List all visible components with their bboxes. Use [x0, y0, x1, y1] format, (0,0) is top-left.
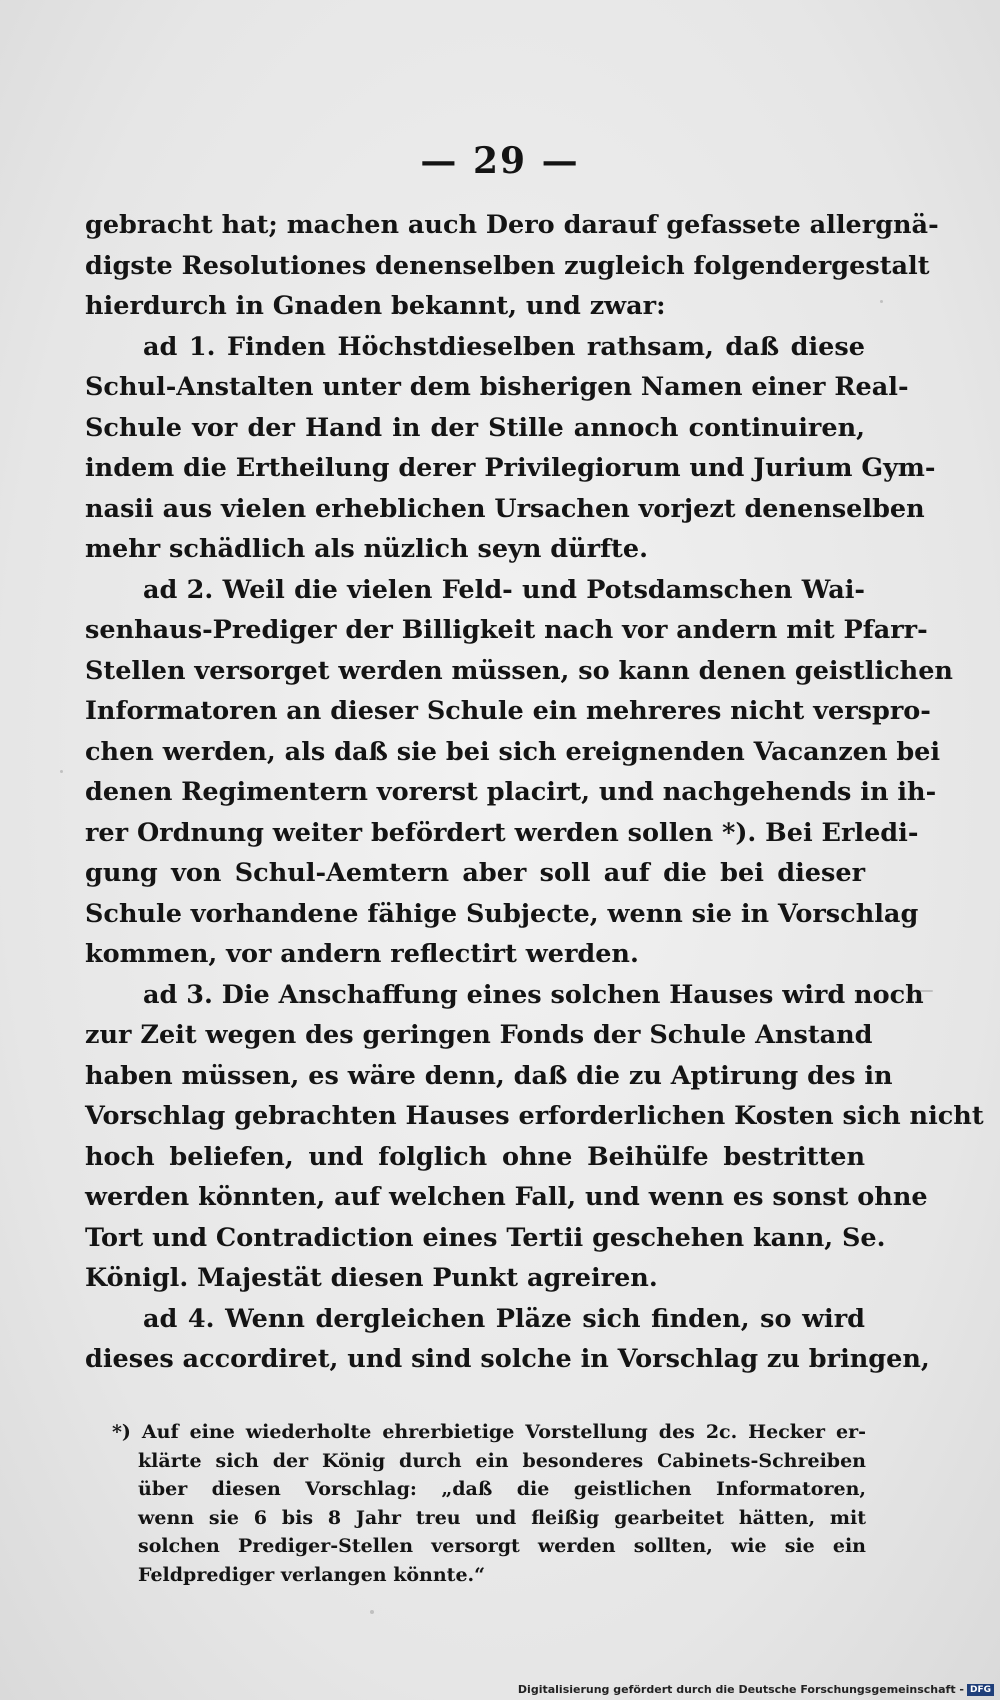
dfg-logo: DFG: [967, 1684, 994, 1696]
body-line: senhaus-Prediger der Billigkeit nach vor andern mit Pfarr-: [85, 615, 928, 645]
footnote-line: über diesen Vorschlag: „daß die geistlichen Informatoren,: [138, 1478, 866, 1501]
body-line: haben müssen, es wäre denn, daß die zu Aptirung des in: [85, 1060, 893, 1091]
body-line: rer Ordnung weiter befördert werden sollen *). Bei Erledi-: [85, 817, 919, 848]
body-line: Informatoren an dieser Schule ein mehreres nicht verspro-: [85, 696, 931, 726]
footnote-line: klärte sich der König durch ein besonderes Cabinets-Schreiben: [138, 1449, 866, 1472]
body-line: zur Zeit wegen des geringen Fonds der Schule Anstand: [85, 1020, 873, 1050]
body-line: hoch beliefen, und folglich ohne Beihülfe bestritten: [85, 1141, 865, 1172]
body-line: digste Resolutiones denenselben zugleich folgendergestalt: [85, 250, 930, 281]
digitization-credit: [518, 1683, 994, 1696]
body-line: Vorschlag gebrachten Hauses erforderlichen Kosten sich nicht: [85, 1101, 984, 1131]
page-number: — 29 —: [420, 140, 580, 182]
body-line: werden könnten, auf welchen Fall, und wenn es sonst ohne: [85, 1182, 928, 1212]
body-line: Tort und Contradiction eines Tertii geschehen kann, Se.: [85, 1222, 886, 1253]
footnote-line: Feldprediger verlangen könnte.“: [138, 1563, 486, 1586]
body-line: ad 3. Die Anschaffung eines solchen Hauses wird noch: [143, 979, 924, 1010]
body-line: Schul-Anstalten unter dem bisherigen Namen einer Real-: [85, 372, 909, 402]
body-line: dieses accordiret, und sind solche in Vorschlag zu bringen,: [85, 1344, 930, 1374]
credit-text: Digitalisierung gefördert durch die Deutsche Forschungsgemeinschaft -: [517, 1683, 964, 1696]
footnote-line: solchen Prediger-Stellen versorgt werden sollten, wie sie ein: [138, 1535, 866, 1558]
footnote-line: *) Auf eine wiederholte ehrerbietige Vorstellung des 2c. Hecker er-: [112, 1421, 866, 1443]
body-line: mehr schädlich als nüzlich seyn dürfte.: [85, 534, 648, 564]
body-line: denen Regimentern vorerst placirt, und nachgehends in ih-: [85, 777, 937, 807]
body-line: hierdurch in Gnaden bekannt, und zwar:: [85, 291, 666, 321]
body-line: gebracht hat; machen auch Dero darauf gefassete allergnä-: [85, 210, 939, 240]
body-line: kommen, vor andern reflectirt werden.: [85, 939, 639, 969]
body-text: [85, 205, 984, 1380]
footnote-line: wenn sie 6 bis 8 Jahr treu und fleißig gearbeitet hätten, mit: [138, 1506, 866, 1529]
body-line: gung von Schul-Aemtern aber soll auf die bei dieser: [85, 858, 865, 888]
body-line: Schule vor der Hand in der Stille annoch continuiren,: [85, 412, 865, 443]
paper-speck: [880, 300, 883, 303]
body-line: ad 4. Wenn dergleichen Pläze sich finden, so wird: [143, 1303, 865, 1334]
body-line: ad 2. Weil die vielen Feld- und Potsdamschen Wai-: [143, 574, 865, 605]
body-line: ad 1. Finden Höchstdieselben rathsam, daß diese: [143, 331, 865, 362]
body-line: Stellen versorget werden müssen, so kann denen geistlichen: [85, 655, 953, 686]
body-line: chen werden, als daß sie bei sich ereignenden Vacanzen bei: [85, 736, 941, 767]
body-line: Schule vorhandene fähige Subjecte, wenn sie in Vorschlag: [85, 898, 919, 929]
body-line: nasii aus vielen erheblichen Ursachen vorjezt denenselben: [85, 493, 925, 524]
body-line: Königl. Majestät diesen Punkt agreiren.: [85, 1263, 658, 1293]
footnote: [112, 1418, 866, 1590]
paper-speck: [370, 1610, 374, 1614]
body-line: indem die Ertheilung derer Privilegiorum und Jurium Gym-: [85, 453, 936, 483]
paper-speck: [60, 770, 63, 773]
